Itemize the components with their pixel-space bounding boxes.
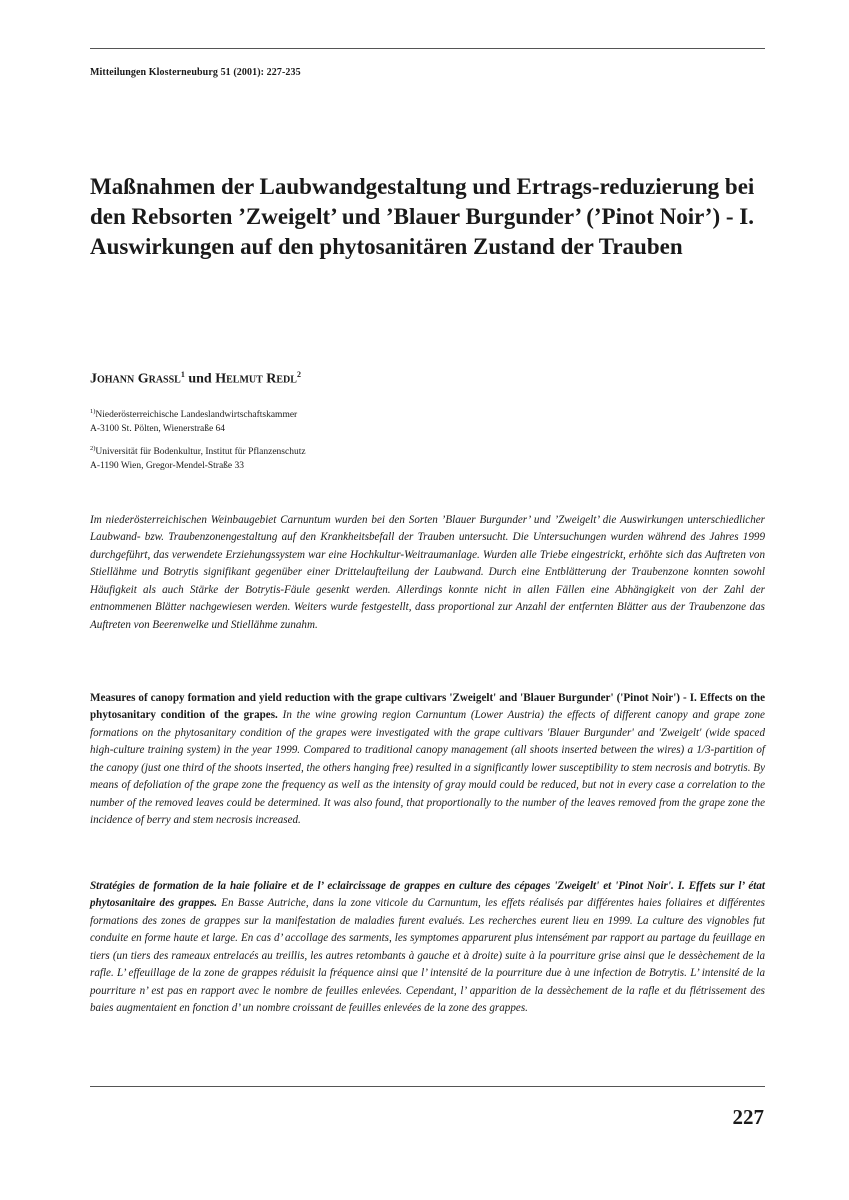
affiliation-mark: 2) [90,445,96,452]
abstract-body: In the wine growing region Carnuntum (Lower Austria) the effects of different canopy and grape zone formations on the phytosanitary condition of the grapes were investigated with the grape cultivars 'Blauer Burgunder' and 'Zweigelt' (wide spaced high-culture training system) in the year 1999. Compared to traditional canopy management (all shoots inserted between the wires) a 1/3-partition of the canopy (just one third of the shoots inserted, the others hanging free) resulted in a significantly lower susceptibility to stem necrosis and botrytis. By means of defoliation of the grape zone the frequency as well as the intensity of gray mould could be reduced, but not in every case a correlation to the number of the removed leaves could be determined. It was also found, that proportionally to the number of the leaves removed from the grape zone the incidence of berry and stem necrosis increased. [90,709,765,827]
abstract-lead-title: Measures of canopy formation and yield reduction with the grape cultivars 'Zweigelt' and 'Blauer Burgunder' ('Pinot Noir') - I. Effects on the phytosanitary condition of the grapes. [90,692,765,722]
affiliation-line: A-3100 St. Pölten, Wienerstraße 64 [90,424,226,435]
affiliation-line: Universität für Bodenkultur, Institut für Pflanzenschutz [95,447,306,458]
affiliation-line: Niederösterreichische Landeslandwirtschaftskammer [95,410,298,421]
affiliation-mark: 2 [296,370,301,379]
abstract-german [90,512,765,634]
affiliation [90,405,297,436]
abstract-body: En Basse Autriche, dans la zone viticole du Carnuntum, les effets réalisés par différentes haies foliaires et différentes formations des zones de grappes sur la manifestation de maladies furent evalués. Les recherches eurent lieu en 1999. La culture des vignobles fut conduite en forme haute et large. En cas d’ accollage des sarments, les symptomes apparurent plus intensément par rapport au partage du feuillage en tiers (un tiers des rameaux entrelacés au treillis, les autres retombants à gauche et à droite) suite à la pourriture grise ainsi que le dessèchement de la rafle. L’ effeuillage de la zone de grappes réduisit la fréquence ainsi que l’ intensité de la pourriture due à une infection de Botrytis. L’ intensité de la pourriture n’ est pas en rapport avec le nombre de feuilles enlevées. Cependant, l’ apparition de la dessèchement de la rafle et du flétrissement des baies augmentaient en fonction d’ un nombre croissant de feuilles enlevées de la zone des grappes. [90,897,765,1015]
abstract-lead-title: Stratégies de formation de la haie foliaire et de l’ eclaircissage de grappes en culture des cépages 'Zweigelt' et 'Pinot Noir'. I. Effets sur l’ état phytosanitaire des grappes. [90,880,765,910]
author-line [90,370,301,388]
journal-reference: Mitteilungen Klosterneuburg 51 (2001): 227-235 [90,67,301,78]
top-rule [90,48,765,49]
bottom-rule [90,1086,765,1087]
page-number: 227 [732,1105,764,1129]
affiliation-line: A-1190 Wien, Gregor-Mendel-Straße 33 [90,461,245,472]
abstract-english [90,690,765,830]
author-name: Johann Grassl [90,371,181,387]
abstract-french [90,878,765,1018]
affiliation-mark: 1) [90,408,96,415]
affiliation-mark: 1 [180,370,185,379]
author-name: Helmut Redl [215,371,297,387]
abstract-body: Im niederösterreichischen Weinbaugebiet Carnuntum wurden bei den Sorten ’Blauer Burgunder’ und ’Zweigelt’ die Auswirkungen unterschiedlicher Laubwand- bzw. Traubenzonengestaltung auf den Krankheitsbefall der Trauben untersucht. Die Untersuchungen wurden während des Jahres 1999 durchgeführt, das verwendete Erziehungssystem war eine Hochkultur-Weitraumanlage. Wurden alle Triebe eingestrickt, erhöhte sich das Auftreten von Stiellähme und Botrytis signifikant gegenüber einer Drittelaufteilung der Laubwand. Durch eine Entblätterung der Traubenzone konnten sowohl Häufigkeit als auch Stärke der Botrytis-Fäule gesenkt werden. Allerdings konnte nicht in allen Fällen eine Abhängigkeit von der Zahl der entnommenen Blätter nachgewiesen werden. Weiters wurde festgestellt, dass proportional zur Anzahl der entfernten Blätter aus der Traubenzone das Auftreten von Beerenwelke und Stiellähme zunahm. [90,514,765,631]
affiliation [90,442,306,473]
article-title: Maßnahmen der Laubwandgestaltung und Ertrags-reduzierung bei den Rebsorten ’Zweigelt’ und ’Blauer Burgunder’ (’Pinot Noir’) - I. Auswirkungen auf den phytosanitären Zustand der Trauben [90,174,755,259]
author-conjunction: und [188,371,212,387]
